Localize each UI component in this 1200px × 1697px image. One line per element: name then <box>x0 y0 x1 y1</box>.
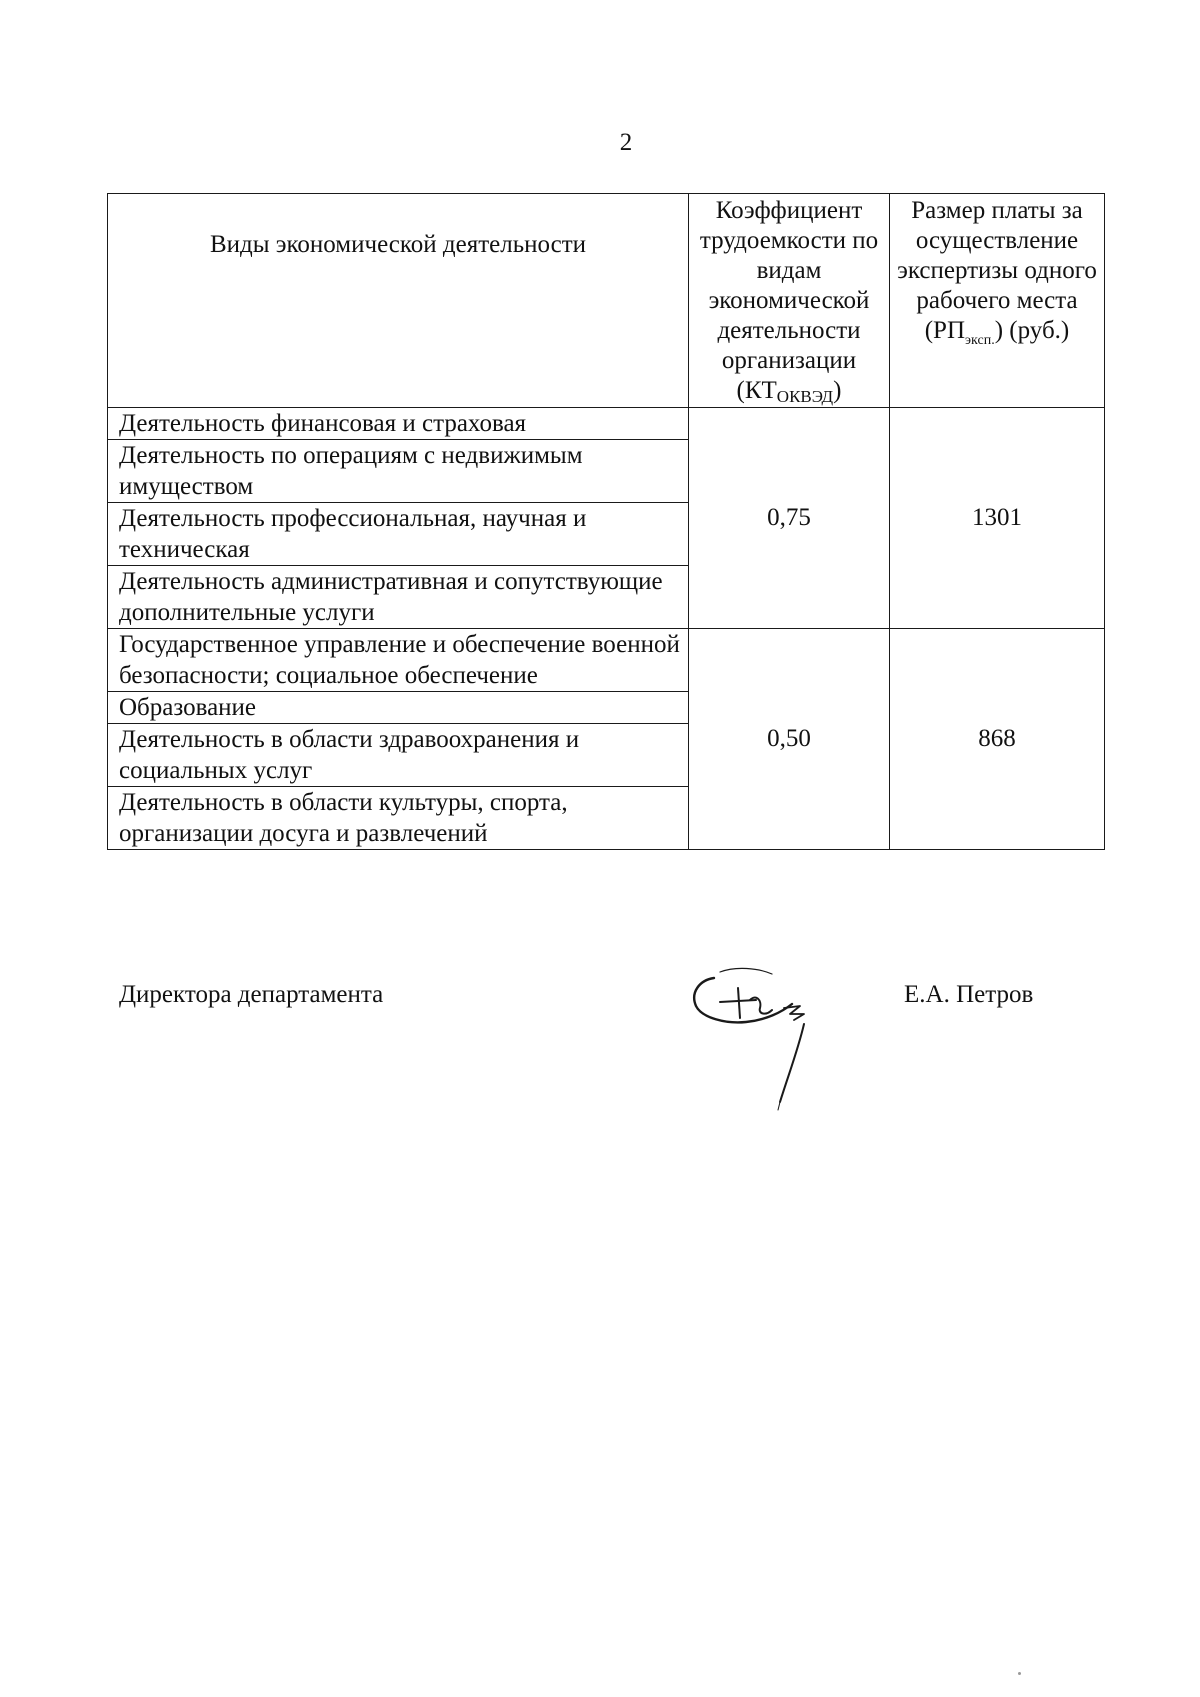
activity-type-header: Виды экономической деятельности <box>108 194 689 408</box>
coefficient-cell: 0,50 <box>689 629 890 850</box>
signature-block <box>0 960 1200 1120</box>
scan-speck <box>1018 1672 1021 1675</box>
expertise-fee-header <box>890 194 1105 408</box>
table-row <box>108 629 1105 692</box>
signer-position: Директора департамента <box>119 981 384 1008</box>
handwritten-signature <box>680 960 870 1120</box>
labor-coefficient-header-text: Коэффициент трудоемкости по видам экономической деятельности организации (КТ <box>699 197 879 404</box>
labor-coefficient-header <box>689 194 890 408</box>
activity-cell: Деятельность профессиональная, научная и техническая <box>108 503 689 566</box>
coefficient-cell: 0,75 <box>689 408 890 629</box>
activity-cell: Деятельность в области культуры, спорта, организации досуга и развлечений <box>108 787 689 850</box>
activity-cell: Государственное управление и обеспечение военной безопасности; социальное обеспечение <box>108 629 689 692</box>
okved-subscript: ОКВЭД <box>776 387 834 406</box>
fee-cell: 868 <box>890 629 1105 850</box>
table-header-row <box>108 194 1105 408</box>
activity-cell: Деятельность по операциям с недвижимым имуществом <box>108 440 689 503</box>
activity-cell: Деятельность финансовая и страховая <box>108 408 689 440</box>
page-number: 2 <box>619 129 633 156</box>
activity-cell: Деятельность административная и сопутствующие дополнительные услуги <box>108 566 689 629</box>
fee-cell: 1301 <box>890 408 1105 629</box>
eksp-subscript: эксп. <box>965 333 995 348</box>
expertise-fee-header-text: Размер платы за осуществление экспертизы одного рабочего места (РП <box>897 197 1097 344</box>
activity-cell: Образование <box>108 692 689 724</box>
fee-rate-table <box>107 193 1105 850</box>
signer-name: Е.А. Петров <box>904 981 1034 1008</box>
table-row <box>108 408 1105 440</box>
expertise-fee-header-suffix: ) (руб.) <box>994 317 1070 344</box>
labor-coefficient-header-suffix: ) <box>833 377 842 404</box>
activity-cell: Деятельность в области здравоохранения и социальных услуг <box>108 724 689 787</box>
